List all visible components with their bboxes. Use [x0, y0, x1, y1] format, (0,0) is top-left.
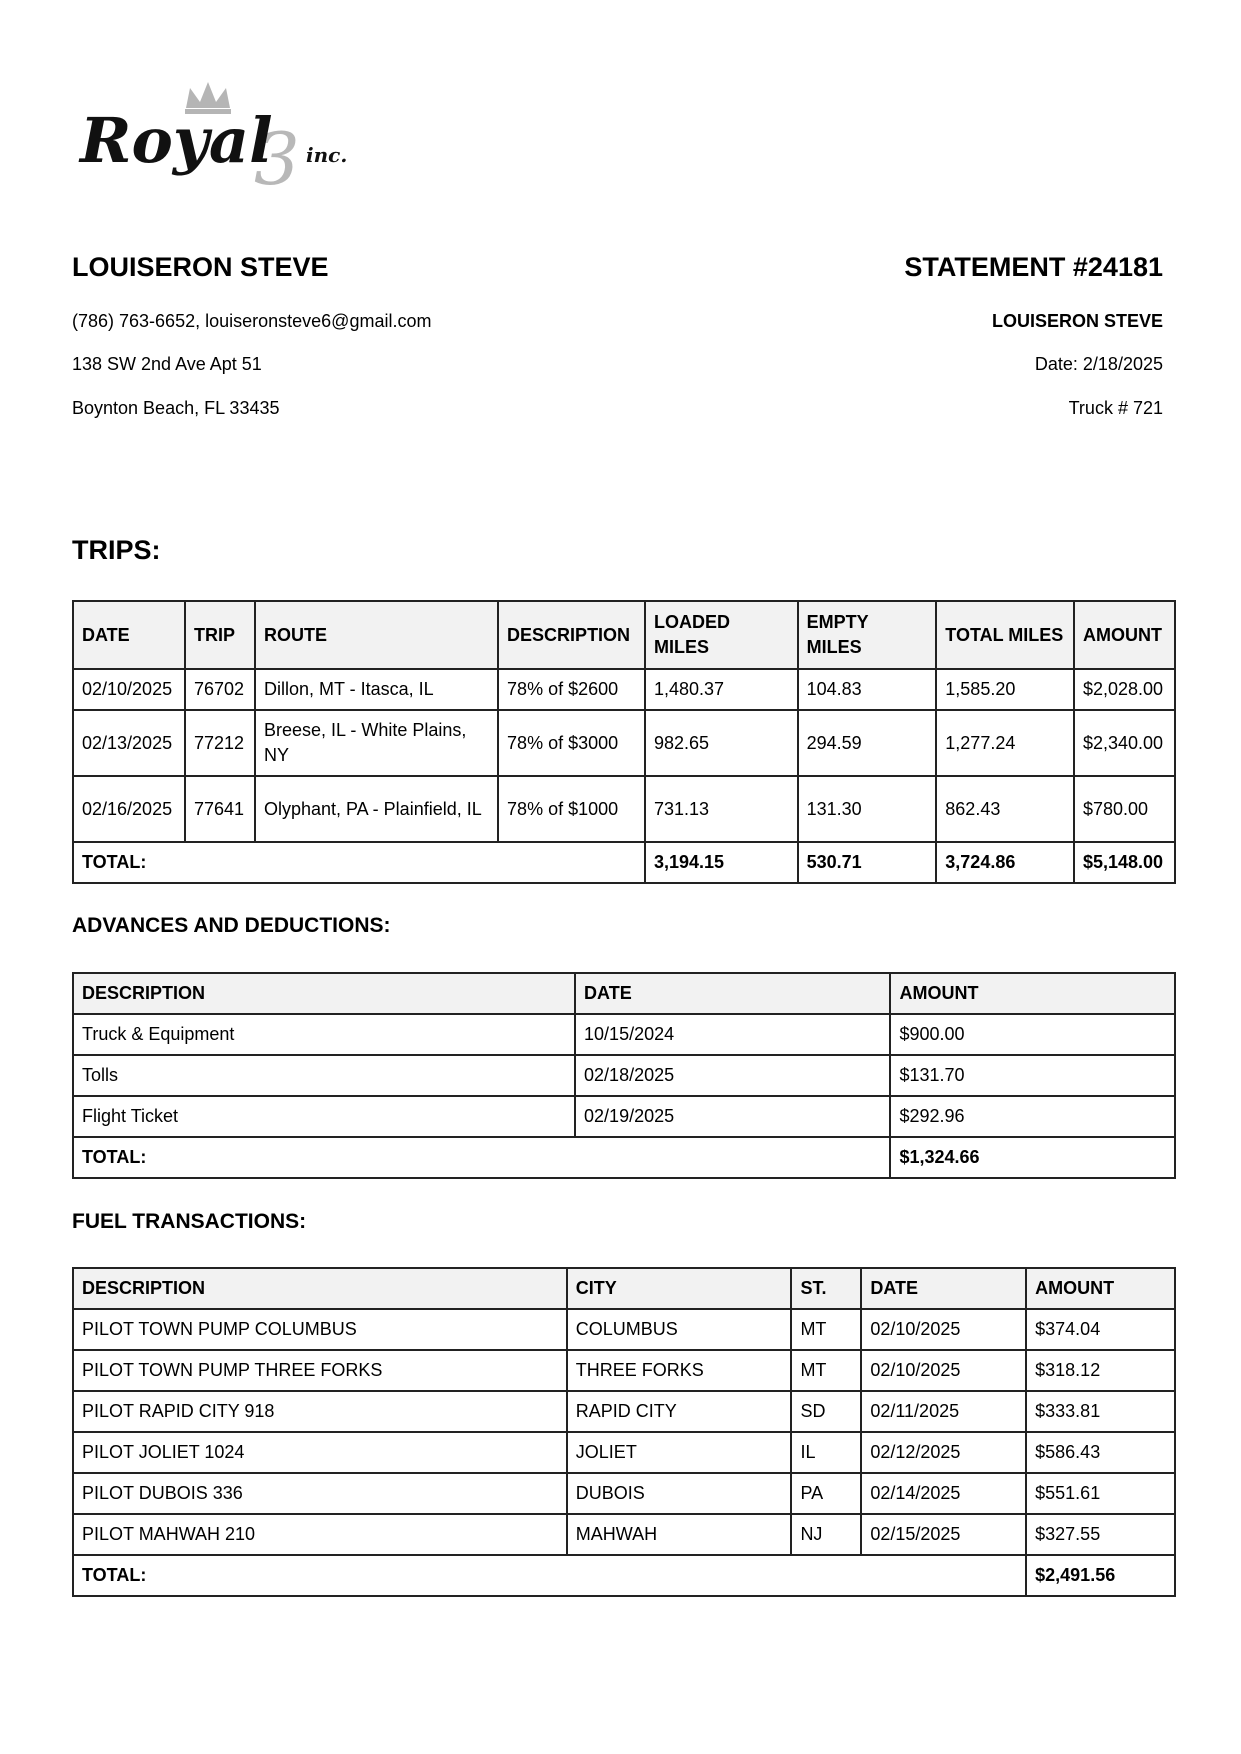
crown-logo-icon — [78, 78, 388, 198]
table-cell: 02/19/2025 — [575, 1096, 890, 1137]
table-cell: MAHWAH — [567, 1514, 792, 1555]
table-cell: MT — [791, 1350, 861, 1391]
column-header: CITY — [567, 1268, 792, 1309]
column-header: DESCRIPTION — [73, 973, 575, 1014]
table-cell: 02/10/2025 — [861, 1350, 1026, 1391]
table-cell: 78% of $1000 — [498, 776, 645, 842]
svg-text:inc.: inc. — [306, 143, 348, 167]
statement-date: Date: 2/18/2025 — [1034, 354, 1163, 374]
table-cell: Dillon, MT - Itasca, IL — [255, 669, 498, 710]
table-cell: COLUMBUS — [567, 1309, 792, 1350]
table-header-row — [73, 1268, 1175, 1309]
total-miles: 3,724.86 — [936, 842, 1074, 883]
table-cell: $900.00 — [890, 1014, 1175, 1055]
fuel-title: FUEL TRANSACTIONS: — [72, 1210, 307, 1233]
table-cell: $551.61 — [1026, 1473, 1175, 1514]
table-total-row — [73, 1137, 1175, 1178]
trips-title: TRIPS: — [72, 535, 161, 565]
table-cell: 02/14/2025 — [861, 1473, 1026, 1514]
table-row — [73, 710, 1175, 776]
table-cell: JOLIET — [567, 1432, 792, 1473]
table-cell: $2,340.00 — [1074, 710, 1175, 776]
table-cell: PILOT TOWN PUMP THREE FORKS — [73, 1350, 567, 1391]
table-cell: $374.04 — [1026, 1309, 1175, 1350]
total-label: TOTAL: — [73, 1137, 890, 1178]
column-header: DESCRIPTION — [498, 601, 645, 669]
table-cell: 10/15/2024 — [575, 1014, 890, 1055]
table-row — [73, 1014, 1175, 1055]
total-label: TOTAL: — [73, 1555, 1026, 1596]
table-row — [73, 1055, 1175, 1096]
advances-table — [72, 972, 1176, 1179]
driver-info — [72, 250, 632, 418]
table-cell: 131.30 — [798, 776, 937, 842]
table-cell: 02/10/2025 — [861, 1309, 1026, 1350]
table-cell: 982.65 — [645, 710, 798, 776]
trips-table — [72, 600, 1176, 884]
table-cell: $333.81 — [1026, 1391, 1175, 1432]
statement-info — [603, 250, 1163, 418]
table-row — [73, 669, 1175, 710]
table-cell: 02/15/2025 — [861, 1514, 1026, 1555]
table-cell: Flight Ticket — [73, 1096, 575, 1137]
table-cell: Olyphant, PA - Plainfield, IL — [255, 776, 498, 842]
table-cell: 78% of $2600 — [498, 669, 645, 710]
total-amount: $1,324.66 — [890, 1137, 1175, 1178]
table-cell: 1,480.37 — [645, 669, 798, 710]
column-header: TRIP — [185, 601, 255, 669]
table-cell: Tolls — [73, 1055, 575, 1096]
table-row — [73, 1432, 1175, 1473]
column-header: EMPTY MILES — [798, 601, 937, 669]
table-cell: 1,585.20 — [936, 669, 1074, 710]
table-cell: $780.00 — [1074, 776, 1175, 842]
statement-title: STATEMENT #24181 — [904, 252, 1163, 282]
table-cell: 76702 — [185, 669, 255, 710]
table-cell: 862.43 — [936, 776, 1074, 842]
table-row — [73, 1096, 1175, 1137]
table-cell: $131.70 — [890, 1055, 1175, 1096]
column-header: DATE — [575, 973, 890, 1014]
table-cell: $318.12 — [1026, 1350, 1175, 1391]
table-cell: Truck & Equipment — [73, 1014, 575, 1055]
table-total-row — [73, 1555, 1175, 1596]
table-cell: PA — [791, 1473, 861, 1514]
total-loaded-miles: 3,194.15 — [645, 842, 798, 883]
table-cell: 02/10/2025 — [73, 669, 185, 710]
table-cell: PILOT TOWN PUMP COLUMBUS — [73, 1309, 567, 1350]
table-cell: $327.55 — [1026, 1514, 1175, 1555]
table-header-row — [73, 973, 1175, 1014]
table-cell: 731.13 — [645, 776, 798, 842]
svg-text:Royal: Royal — [80, 104, 273, 177]
table-cell: PILOT MAHWAH 210 — [73, 1514, 567, 1555]
table-cell: 104.83 — [798, 669, 937, 710]
table-cell: IL — [791, 1432, 861, 1473]
table-cell: 02/18/2025 — [575, 1055, 890, 1096]
table-cell: PILOT DUBOIS 336 — [73, 1473, 567, 1514]
table-cell: DUBOIS — [567, 1473, 792, 1514]
total-label: TOTAL: — [73, 842, 645, 883]
table-cell: 77641 — [185, 776, 255, 842]
table-cell: 78% of $3000 — [498, 710, 645, 776]
table-cell: THREE FORKS — [567, 1350, 792, 1391]
table-cell: 02/11/2025 — [861, 1391, 1026, 1432]
table-row — [73, 1514, 1175, 1555]
table-cell: 294.59 — [798, 710, 937, 776]
table-cell: 02/12/2025 — [861, 1432, 1026, 1473]
total-amount: $2,491.56 — [1026, 1555, 1175, 1596]
table-cell: 1,277.24 — [936, 710, 1074, 776]
column-header: AMOUNT — [1074, 601, 1175, 669]
fuel-table — [72, 1267, 1176, 1597]
table-cell: $586.43 — [1026, 1432, 1175, 1473]
total-amount: $5,148.00 — [1074, 842, 1175, 883]
advances-title: ADVANCES AND DEDUCTIONS: — [72, 914, 391, 937]
driver-contact: (786) 763-6652, louiseronsteve6@gmail.com — [72, 311, 432, 331]
column-header: DESCRIPTION — [73, 1268, 567, 1309]
table-row — [73, 1350, 1175, 1391]
table-header-row — [73, 601, 1175, 669]
column-header: ROUTE — [255, 601, 498, 669]
column-header: AMOUNT — [890, 973, 1175, 1014]
table-cell: SD — [791, 1391, 861, 1432]
table-cell: Breese, IL - White Plains, NY — [255, 710, 498, 776]
driver-name: LOUISERON STEVE — [72, 252, 329, 282]
table-cell: RAPID CITY — [567, 1391, 792, 1432]
table-row — [73, 1309, 1175, 1350]
table-cell: 02/16/2025 — [73, 776, 185, 842]
column-header: ST. — [791, 1268, 861, 1309]
table-row — [73, 776, 1175, 842]
column-header: DATE — [861, 1268, 1026, 1309]
column-header: LOADED MILES — [645, 601, 798, 669]
driver-address-line-1: 138 SW 2nd Ave Apt 51 — [72, 354, 262, 374]
table-cell: 77212 — [185, 710, 255, 776]
table-cell: NJ — [791, 1514, 861, 1555]
statement-name: LOUISERON STEVE — [991, 311, 1163, 331]
table-row — [73, 1473, 1175, 1514]
table-row — [73, 1391, 1175, 1432]
driver-address-line-2: Boynton Beach, FL 33435 — [72, 398, 280, 418]
table-cell: MT — [791, 1309, 861, 1350]
column-header: TOTAL MILES — [936, 601, 1074, 669]
total-empty-miles: 530.71 — [798, 842, 937, 883]
table-total-row — [73, 842, 1175, 883]
table-cell: PILOT RAPID CITY 918 — [73, 1391, 567, 1432]
svg-text:3: 3 — [254, 117, 300, 198]
column-header: DATE — [73, 601, 185, 669]
table-cell: $2,028.00 — [1074, 669, 1175, 710]
table-cell: PILOT JOLIET 1024 — [73, 1432, 567, 1473]
statement-truck: Truck # 721 — [1068, 398, 1163, 418]
company-logo — [78, 78, 388, 198]
table-cell: 02/13/2025 — [73, 710, 185, 776]
column-header: AMOUNT — [1026, 1268, 1175, 1309]
table-cell: $292.96 — [890, 1096, 1175, 1137]
